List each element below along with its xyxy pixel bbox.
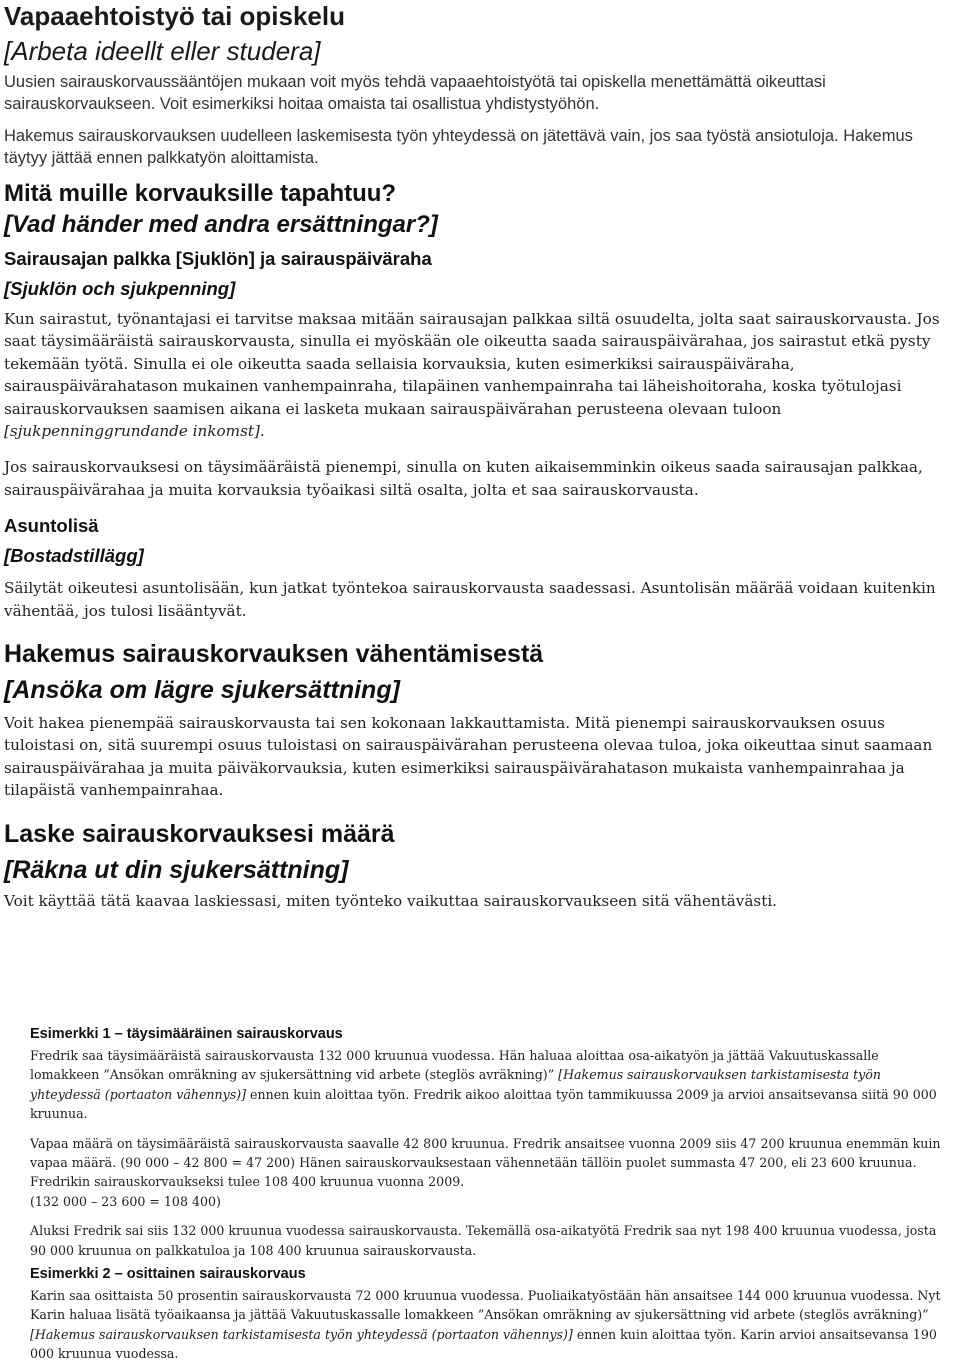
section-title-swedish: [Arbeta ideellt eller studera] (4, 36, 321, 66)
section-title-swedish: [Ansöka om lägre sjukersättning] (4, 676, 400, 705)
subsection-title: Asuntolisä (4, 515, 99, 537)
example-paragraph: Vapaa määrä on täysimääräistä sairauskorvausta saavalle 42 800 kruunua. Fredrik ansaitsee vuonna 2009 siis 47 200 kruunua enemmän kuin vapaa määrä. (90 000 – 42 800 = 47 200) Hänen sairauskorvauksestaan vähennetään tällöin puolet summasta 47 200, eli 23 600 kruunua. Fredrikin sairauskorvaukseksi tulee 108 400 kruunua vuonna 2009. (30, 1135, 941, 1190)
swedish-form-translation: [Hakemus sairauskorvauksen tarkistamisesta työn yhteydessä (portaaton vähennys)] (30, 1326, 573, 1342)
example-title: Esimerkki 2 – osittainen sairauskorvaus (30, 1266, 306, 1282)
paragraph: Hakemus sairauskorvauksen uudelleen laskemisesta työn yhteydessä on jätettävä vain, jos saa työstä ansiotuloja. Hakemus täytyy jättää ennen palkkatyön aloittamista. (4, 127, 913, 167)
example-calculation: (132 000 – 23 600 = 108 400) (30, 1193, 221, 1209)
example-paragraph: Fredrik saa täysimääräistä sairauskorvausta 132 000 kruunua vuodessa. Hän haluaa aloittaa osa-aikatyön ja jättää Vakuutuskassalle lomakkeen ”Ansökan omräkning av sjukersättning vid arbete (steglös avräkning)” [Hakemus sairauskorvauksen tarkistamisesta työn yhteydessä (portaaton vähennys)] ennen kuin aloittaa työn. Fredrik aikoo aloittaa työn tammikuussa 2009 ja arvioi ansaitsevansa siitä 90 000 kruunua. (30, 1048, 937, 1122)
swedish-term: [sjukpenninggrundande inkomst]. (4, 422, 265, 441)
paragraph: Jos sairauskorvauksesi on täysimääräistä pienempi, sinulla on kuten aikaisemminkin oikeus saada sairausajan palkkaa, sairauspäivärahaa ja muita korvauksia työaikasi siltä osalta, jolta et saa sairauskorvausta. (4, 458, 923, 499)
section-title-swedish: [Räkna ut din sjukersättning] (4, 855, 349, 884)
example-title: Esimerkki 1 – täysimääräinen sairauskorvaus (30, 1026, 343, 1042)
section-title: Hakemus sairauskorvauksen vähentämisestä (4, 640, 544, 669)
paragraph: Uusien sairauskorvaussääntöjen mukaan voit myös tehdä vapaaehtoistyötä tai opiskella menettämättä oikeuttasi sairauskorvaukseen. Voit esimerkiksi hoitaa omaista tai osallistua yhdistystyöhön. (4, 73, 826, 113)
section-title: Laske sairauskorvauksesi määrä (4, 819, 395, 848)
subsection-title-swedish: [Bostadstillägg] (4, 545, 144, 567)
paragraph: Voit hakea pienempää sairauskorvausta tai sen kokonaan lakkauttamista. Mitä pienempi sairauskorvauksen osuus tuloistasi on, sitä suurempi osuus tuloistasi on sairauspäivärahan perusteena olevaa tuloa, joka oikeuttaa sinut saamaan sairauspäivärahaa ja muita päiväkorvauksia, kuten esimerkiksi sairauspäivärahatason mukaista vanhempainrahaa ja tilapäistä vanhempainrahaa. (4, 714, 933, 800)
section-title: Mitä muille korvauksille tapahtuu? (4, 180, 397, 207)
document-page (4, 0, 956, 912)
example-paragraph: Karin saa osittaista 50 prosentin sairauskorvausta 72 000 kruunua vuodessa. Puoliaikatyöstään hän ansaitsee 144 000 kruunua vuodessa. Nyt Karin haluaa lisätä työaikaansa ja jättää Vakuutuskassalle lomakkeen ”Ansökan omräkning av sjukersättning vid arbete (steglös avräkning)” [Hakemus sairauskorvauksen tarkistamisesta työn yhteydessä (portaaton vähennys)] ennen kuin aloittaa työn. Karin arvioi ansaitsevansa 190 000 kruunua vuodessa. (30, 1288, 941, 1362)
subsection-title: Sairausajan palkka [Sjuklön] ja sairauspäiväraha (4, 248, 432, 269)
swedish-form-translation: [Hakemus sairauskorvauksen tarkistamisesta työn yhteydessä (portaaton vähennys)] (30, 1067, 881, 1102)
example-box-2 (30, 1264, 945, 1364)
section-title: Vapaaehtoistyö tai opiskelu (4, 1, 345, 31)
section-title-swedish: [Vad händer med andra ersättningar?] (4, 211, 438, 238)
example-box-1 (30, 1024, 945, 1260)
example-paragraph: Aluksi Fredrik sai siis 132 000 kruunua vuodessa sairauskorvausta. Tekemällä osa-aikatyötä Fredrik saa nyt 198 400 kruunua vuodessa, josta 90 000 kruunua on palkkatuloa ja 108 400 kruunua sairauskorvausta. (30, 1223, 937, 1258)
subsection-title-swedish: [Sjuklön och sjukpenning] (4, 278, 236, 299)
paragraph: Säilytät oikeutesi asuntolisään, kun jatkat työntekoa sairauskorvausta saadessasi. Asuntolisän määrää voidaan kuitenkin vähentää, jos tulosi lisääntyvät. (4, 579, 936, 620)
paragraph: Voit käyttää tätä kaavaa laskiessasi, miten työnteko vaikuttaa sairauskorvaukseen sitä vähentävästi. (4, 891, 778, 910)
paragraph: Kun sairastut, työnantajasi ei tarvitse maksaa mitään sairausajan palkkaa siltä osuudelta, jolta saat sairauskorvausta. Jos saat täysimääräistä sairauskorvausta, sinulla ei myöskään ole oikeutta saada sairauspäivärahaa, jos sairastut etkä pysty tekemään työtä. Sinulla ei ole oikeutta saada sellaisia korvauksia, kuten esimerkiksi sairauspäiväraha, sairauspäivärahatason mukainen vanhempainraha, tilapäinen vanhempainraha tai läheishoitoraha, koska työtulojasi sairauskorvauksen saamisen aikana ei lasketa mukaan sairauspäivärahan perusteena olevaan tuloon [sjukpenninggrundande inkomst]. (4, 310, 940, 441)
